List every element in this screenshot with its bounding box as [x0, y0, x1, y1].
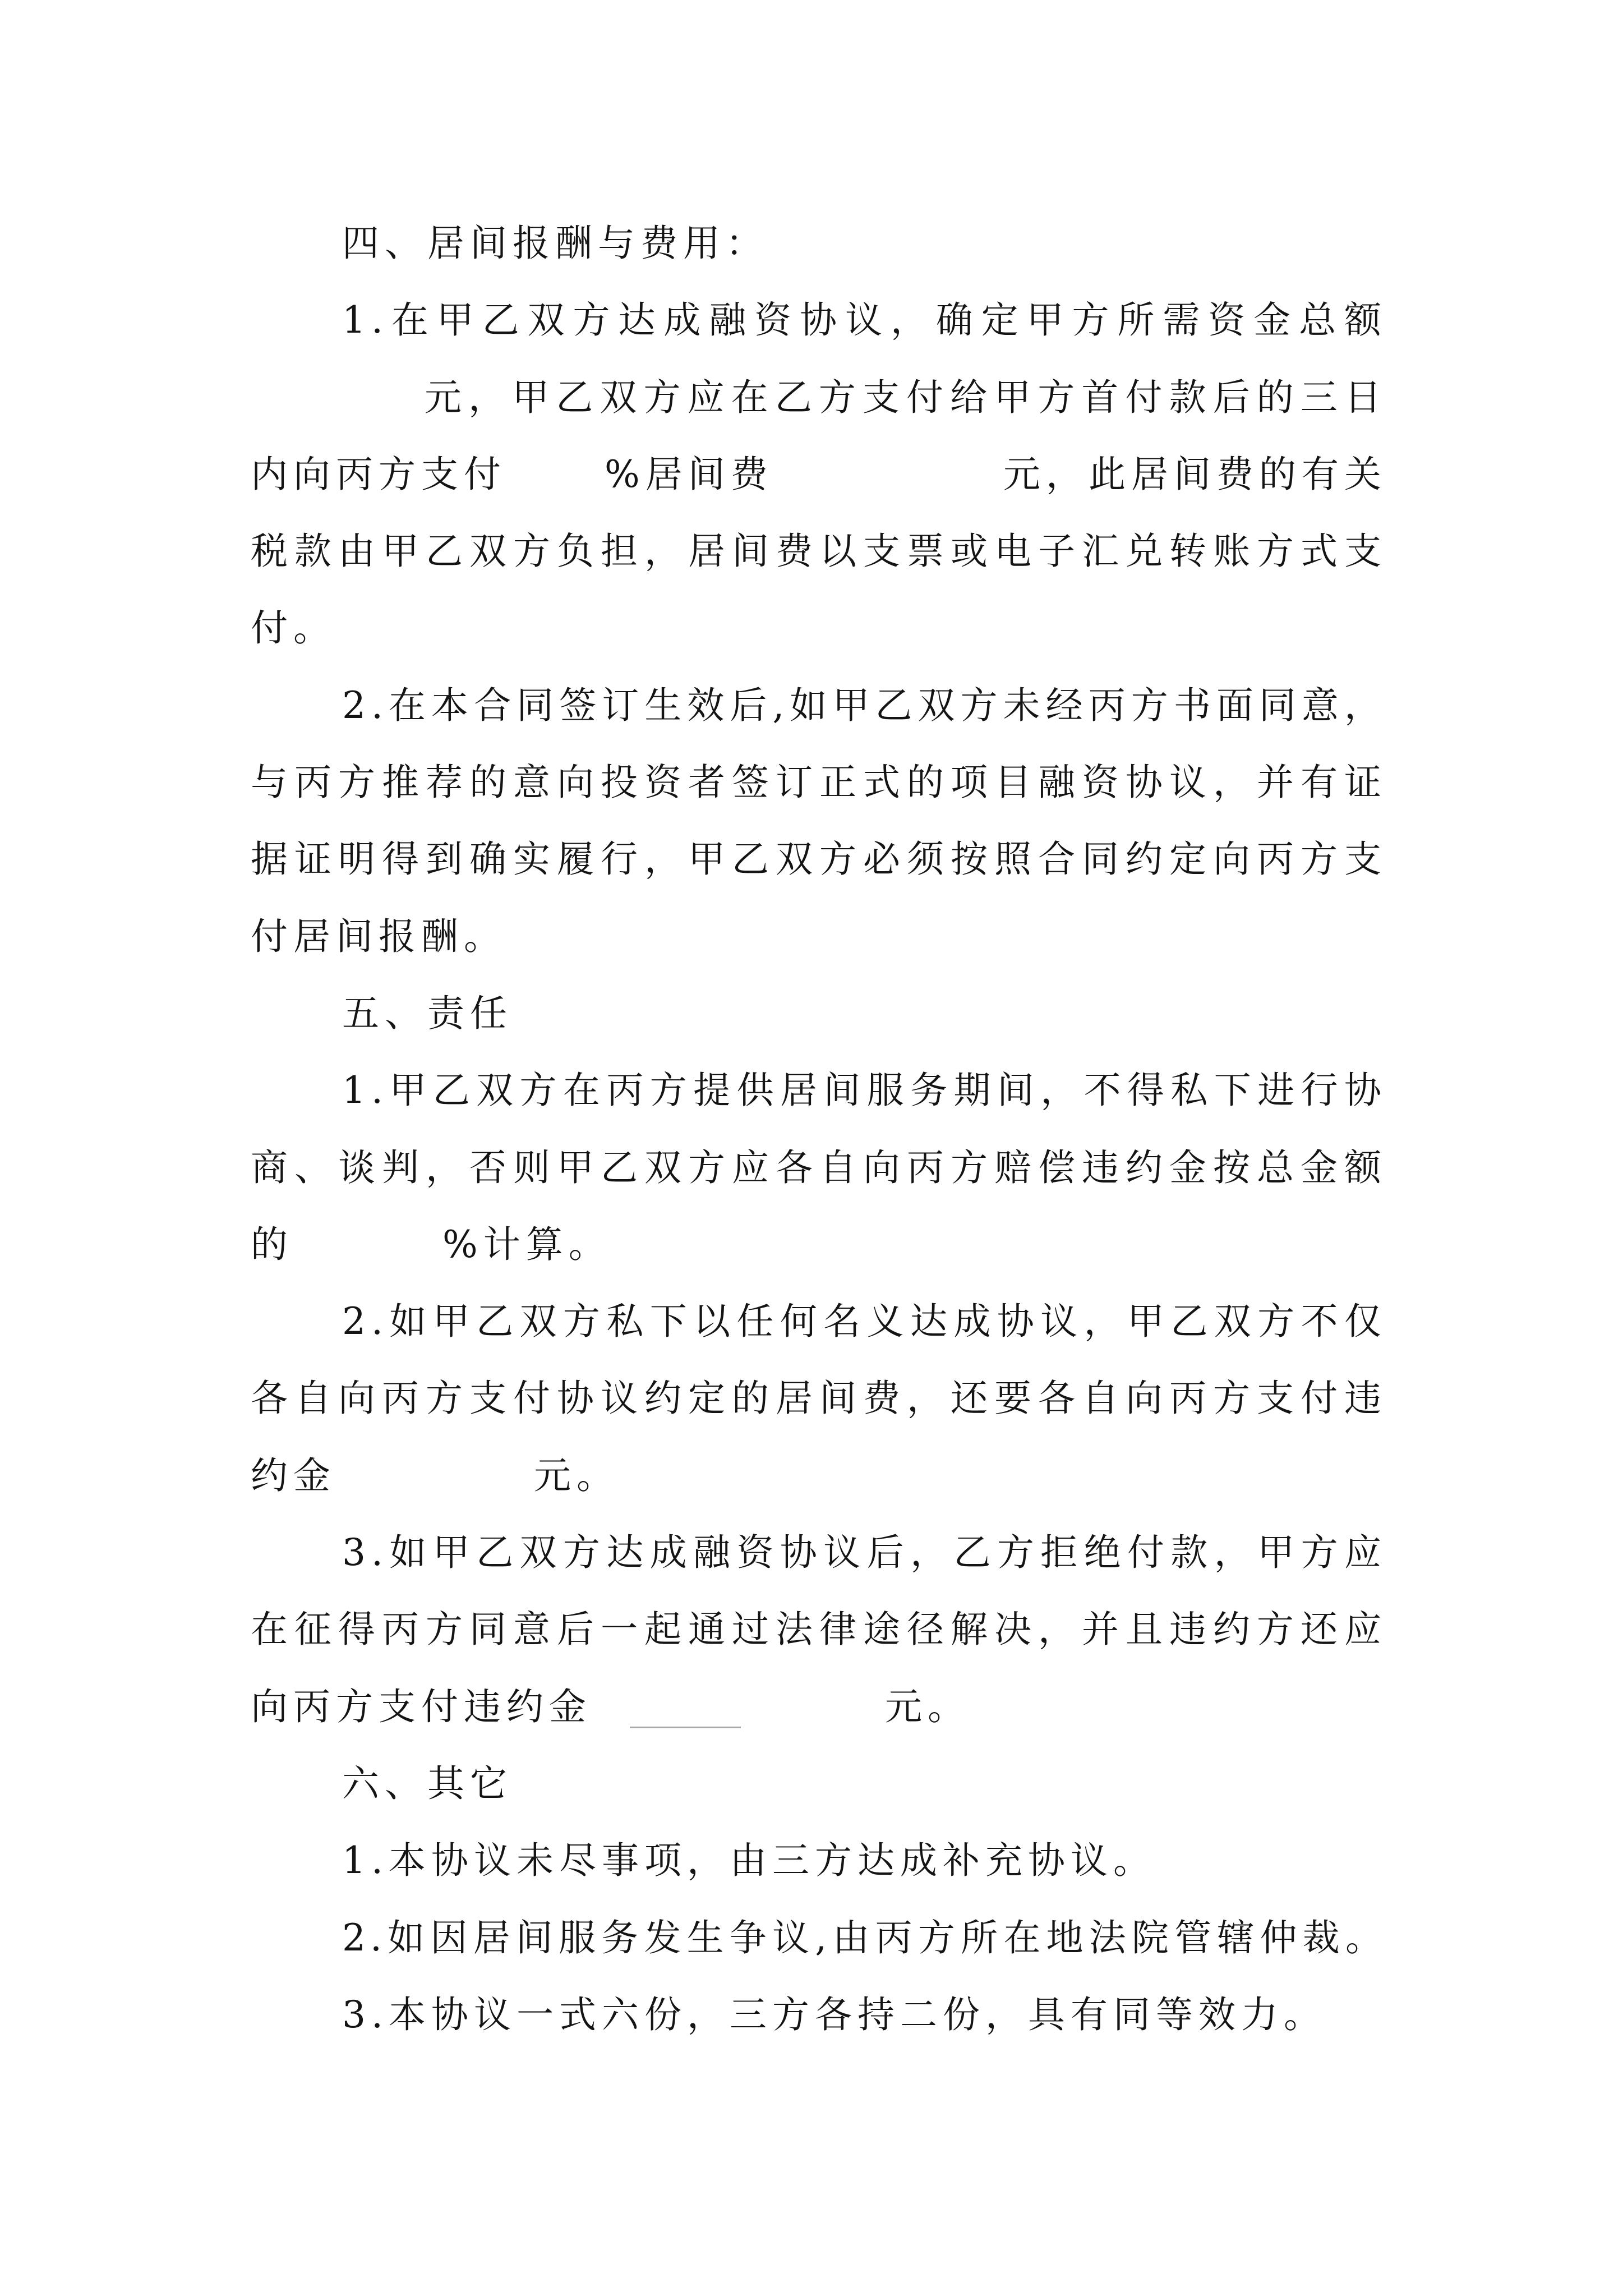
text-line: 付居间报酬。	[251, 914, 506, 958]
clause-paragraph	[251, 1052, 1387, 1283]
text-line: 税款由甲乙双方负担，居间费以支票或电子汇兑转账方式支	[251, 530, 1387, 573]
contract-body	[251, 205, 1387, 2053]
text-line-with-blanks	[251, 1668, 1387, 1745]
text-line: 3.本协议一式六份，三方各持二份，具有同等效力。	[342, 1993, 1326, 2036]
line-segment: 元，此居间费的有关	[1003, 452, 1387, 496]
text-line-with-blanks	[251, 1206, 1387, 1283]
text-line: 据证明得到确实履行，甲乙双方必须按照合同约定向丙方支	[251, 838, 1387, 881]
line-segment: %居间费	[605, 452, 773, 496]
text-line: 元，甲乙双方应在乙方支付给甲方首付款后的三日	[425, 375, 1387, 419]
text-line: 2.在本合同签订生效后,如甲乙双方未经丙方书面同意，	[342, 683, 1387, 727]
clause-paragraph	[251, 1283, 1387, 1514]
text-line: 各自向丙方支付协议约定的居间费，还要各自向丙方支付违	[251, 1377, 1387, 1420]
line-segment: 的	[251, 1222, 293, 1266]
text-line: 商、谈判，否则甲乙双方应各自向丙方赔偿违约金按总金额	[251, 1145, 1387, 1189]
text-line: 付。	[251, 606, 336, 650]
text-line: 1.在甲乙双方达成融资协议，确定甲方所需资金总额	[342, 298, 1387, 342]
section-heading: 五、责任	[342, 991, 513, 1035]
text-line-with-blanks	[251, 436, 1387, 513]
line-segment: 元。	[885, 1685, 970, 1728]
text-line: 1.甲乙双方在丙方提供居间服务期间，不得私下进行协	[342, 1069, 1387, 1112]
line-segment: %计算。	[442, 1222, 611, 1266]
section-heading: 六、其它	[342, 1761, 513, 1805]
section-heading-remuneration	[251, 205, 1387, 282]
clause-paragraph	[251, 1976, 1387, 2053]
text-line: 2.如因居间服务发生争议,由丙方所在地法院管辖仲裁。	[342, 1916, 1387, 1959]
text-line: 3.如甲乙双方达成融资协议后，乙方拒绝付款，甲方应	[342, 1531, 1387, 1575]
clause-paragraph	[251, 1822, 1387, 1899]
blank-underline: ______	[630, 1685, 741, 1728]
line-segment: 元。	[534, 1453, 619, 1497]
section-heading-liability	[251, 975, 1387, 1052]
section-heading-other	[251, 1745, 1387, 1822]
text-line: 在征得丙方同意后一起通过法律途径解决，并且违约方还应	[251, 1608, 1387, 1651]
text-line: 1.本协议未尽事项，由三方达成补充协议。	[342, 1839, 1156, 1883]
clause-paragraph	[251, 1514, 1387, 1745]
text-line: 与丙方推荐的意向投资者签订正式的项目融资协议，并有证	[251, 761, 1387, 804]
section-heading: 四、居间报酬与费用：	[342, 222, 768, 265]
text-line: 2.如甲乙双方私下以任何名义达成协议，甲乙双方不仅	[342, 1300, 1387, 1343]
text-line-with-blanks	[251, 1437, 1387, 1514]
line-segment: 内向丙方支付	[251, 452, 506, 496]
line-segment: 约金	[251, 1453, 336, 1497]
clause-paragraph	[251, 1899, 1387, 1976]
clause-paragraph	[251, 667, 1387, 975]
clause-paragraph	[251, 282, 1387, 666]
line-segment: 向丙方支付违约金	[251, 1685, 592, 1728]
